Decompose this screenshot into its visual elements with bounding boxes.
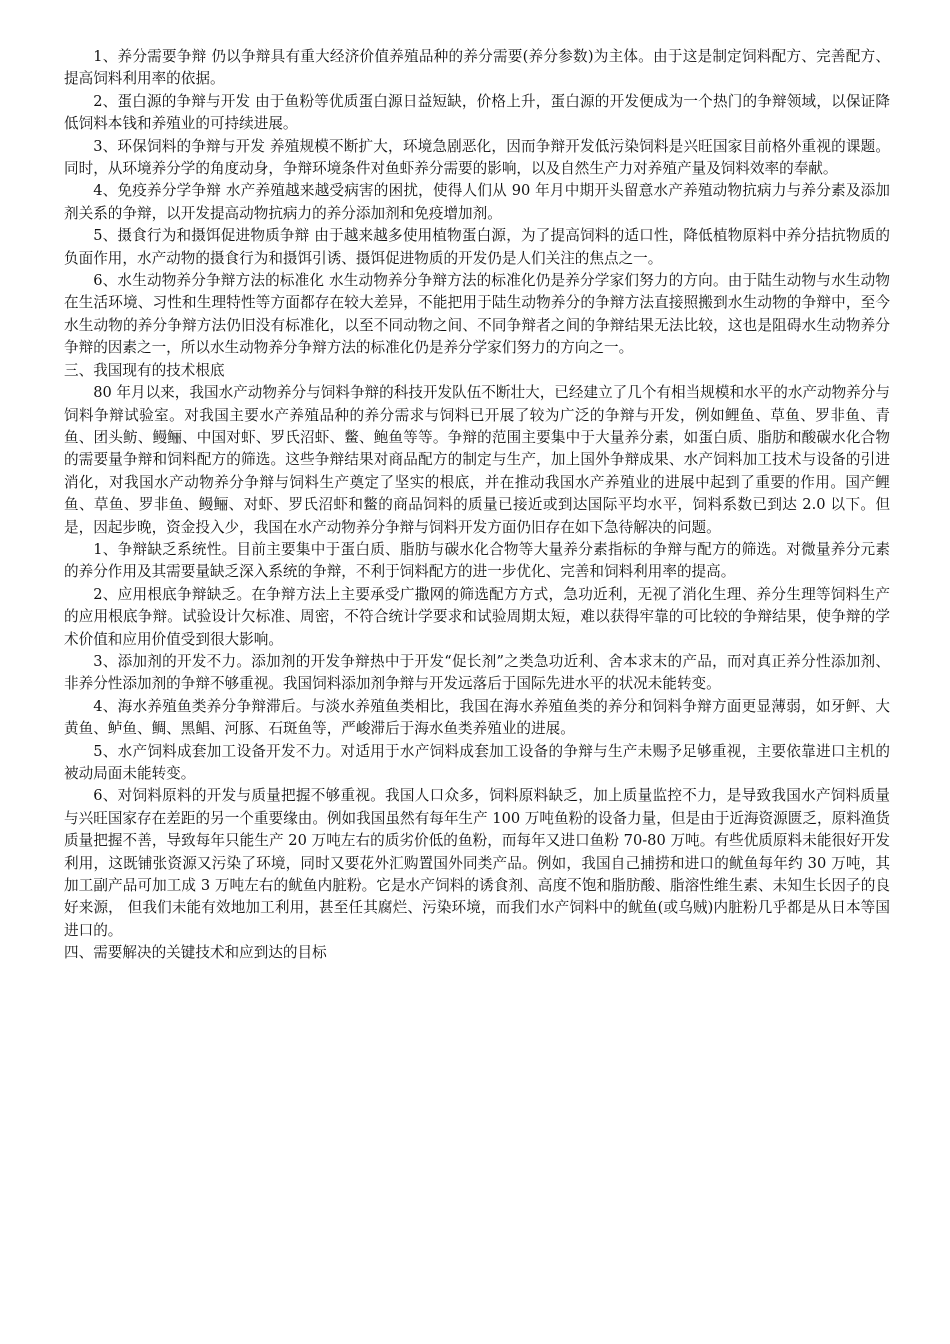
paragraph-eco-feed: 3、环保饲料的争辩与开发 养殖规模不断扩大，环境急剧恶化，因而争辩开发低污染饲料是兴旺国家目前格外重视的课题。同时，从环境养分学的角度动身，争辩环境条件对鱼虾养分需要的影响，以及自然生产力对养殖产量及饲料效率的奉献。: [64, 137, 890, 178]
paragraph-nutrition-requirement: 1、养分需要争辩 仍以争辩具有重大经济价值养殖品种的养分需要(养分参数)为主体。由于这是制定饲料配方、完善配方、提高饲料利用率的依据。: [64, 48, 890, 88]
paragraph-technical-foundation: 80 年月以来，我国水产动物养分与饲料争辩的科技开发队伍不断壮大，已经建立了几个有相当规模和水平的水产动物养分与饲料争辩试验室。对我国主要水产养殖品种的养分需求与饲料已开展了较为广泛的争辩与开发，例如鲤鱼、草鱼、罗非鱼、青鱼、团头鲂、鳗鲡、中国对虾、罗氏沼虾、鳖、鲍鱼等等。争辩的范围主要集中于大量养分素，如蛋白质、脂肪和酸碳水化合物的需要量争辩和饲料配方的筛选。这些争辩结果对商品配方的制定与生产，加上国外争辩成果、水产饲料加工技术与设备的引进消化，对我国水产动物养分争辩与饲料生产奠定了坚实的根底，并在推动我国水产养殖业的进展中起到了重要的作用。国产鲤鱼、草鱼、罗非鱼、鳗鲡、对虾、罗氏沼虾和鳖的商品饲料的质量已接近或到达国际平均水平，饲料系数已到达 2.0 以下。但是，因起步晚，资金投入少，我国在水产动物养分争辩与饲料开发方面仍旧存在如下急待解决的问题。: [64, 384, 890, 536]
paragraph-method-standardization: 6、水生动物养分争辩方法的标准化 水生动物养分争辩方法的标准化仍是养分学家们努力的方向。由于陆生动物与水生动物在生活环境、习性和生理特性等方面都存在较大差异，不能把用于陆生动物养分的争辩方法直接照搬到水生动物的争辩中，至今水生动物的养分争辩方法仍旧没有标准化，以至不同动物之间、不同争辩者之间的争辩结果无法比较，这也是阻碍水生动物养分争辩的因素之一，所以水生动物养分争辩方法的标准化仍是养分学家们努力的方向之一。: [64, 272, 890, 357]
paragraph-problem-systematic: 1、争辩缺乏系统性。目前主要集中于蛋白质、脂肪与碳水化合物等大量养分素指标的争辩与配方的筛选。对微量养分元素的养分作用及其需要量缺乏深入系统的争辩，不利于饲料配方的进一步优化、完善和饲料利用率的提高。: [64, 540, 890, 581]
document-page: [64, 46, 890, 965]
paragraph-problem-marine-fish: 4、海水养殖鱼类养分争辩滞后。与淡水养殖鱼类相比，我国在海水养殖鱼类的养分和饲料争辩方面更显薄弱，如牙鲆、大黄鱼、鲈鱼、鲷、黑鲳、河豚、石斑鱼等，严峻滞后于海水鱼类养殖业的进展。: [64, 697, 890, 738]
paragraph-problem-raw-materials: 6、对饲料原料的开发与质量把握不够重视。我国人口众多，饲料原料缺乏，加上质量监控不力，是导致我国水产饲料质量与兴旺国家存在差距的另一个重要缘由。例如我国虽然有每年生产 100 万吨鱼粉的设备力量，但是由于近海资源匮乏，原料渔货质量把握不善，导致每年只能生产 20 万吨左右的质劣价低的鱼粉，而每年又进口鱼粉 70-80 万吨。有些优质原料未能很好开发利用，这既铺张资源又污染了环境，同时又要花外汇购置国外同类产品。例如，我国自己捕捞和进口的鱿鱼每年约 30 万吨，其加工副产品可加工成 3 万吨左右的鱿鱼内脏粉。它是水产饲料的诱食剂、高度不饱和脂肪酸、脂溶性维生素、未知生长因子的良好来源， 但我们未能有效地加工利用，甚至任其腐烂、污染环境，而我们水产饲料中的鱿鱼(或乌贼)内脏粉几乎都是从日本等国进口的。: [64, 787, 890, 939]
paragraph-immuno-nutrition: 4、免疫养分学争辩 水产养殖越来越受病害的困扰，使得人们从 90 年月中期开头留意水产养殖动物抗病力与养分素及添加剂关系的争辩，以开发提高动物抗病力的养分添加剂和免疫增加剂。: [64, 182, 890, 222]
paragraph-protein-source: 2、蛋白源的争辩与开发 由于鱼粉等优质蛋白源日益短缺，价格上升，蛋白源的开发便成为一个热门的争辩领域，以保证降低饲料本钱和养殖业的可持续进展。: [64, 92, 890, 133]
paragraph-problem-additives: 3、添加剂的开发不力。添加剂的开发争辩热中于开发“促长剂”之类急功近利、舍本求末的产品，而对真正养分性添加剂、非养分性添加剂的争辩不够重视。我国饲料添加剂争辩与开发远落后于国际先进水平的状况未能转变。: [64, 652, 890, 693]
paragraph-feeding-behavior: 5、摄食行为和摄饵促进物质争辩 由于越来越多使用植物蛋白源，为了提高饲料的适口性，降低植物原料中养分拮抗物质的负面作用，水产动物的摄食行为和摄饵引诱、摄饵促进物质的开发仍是人们关注的焦点之一。: [64, 227, 890, 267]
paragraph-problem-applied-research: 2、应用根底争辩缺乏。在争辩方法上主要承受广撒网的筛选配方方式，急功近利，无视了消化生理、养分生理等饲料生产的应用根底争辩。试验设计欠标准、周密，不符合统计学要求和试验周期太短，难以获得牢靠的可比较的争辩结果，使争辩的学术价值和应用价值受到很大影响。: [64, 585, 890, 648]
section-four-heading: 四、需要解决的关键技术和应到达的目标: [64, 944, 327, 962]
paragraph-problem-equipment: 5、水产饲料成套加工设备开发不力。对适用于水产饲料成套加工设备的争辩与生产未赐予足够重视，主要依靠进口主机的被动局面未能转变。: [64, 742, 890, 782]
section-three-heading: 三、我国现有的技术根底: [64, 361, 225, 379]
